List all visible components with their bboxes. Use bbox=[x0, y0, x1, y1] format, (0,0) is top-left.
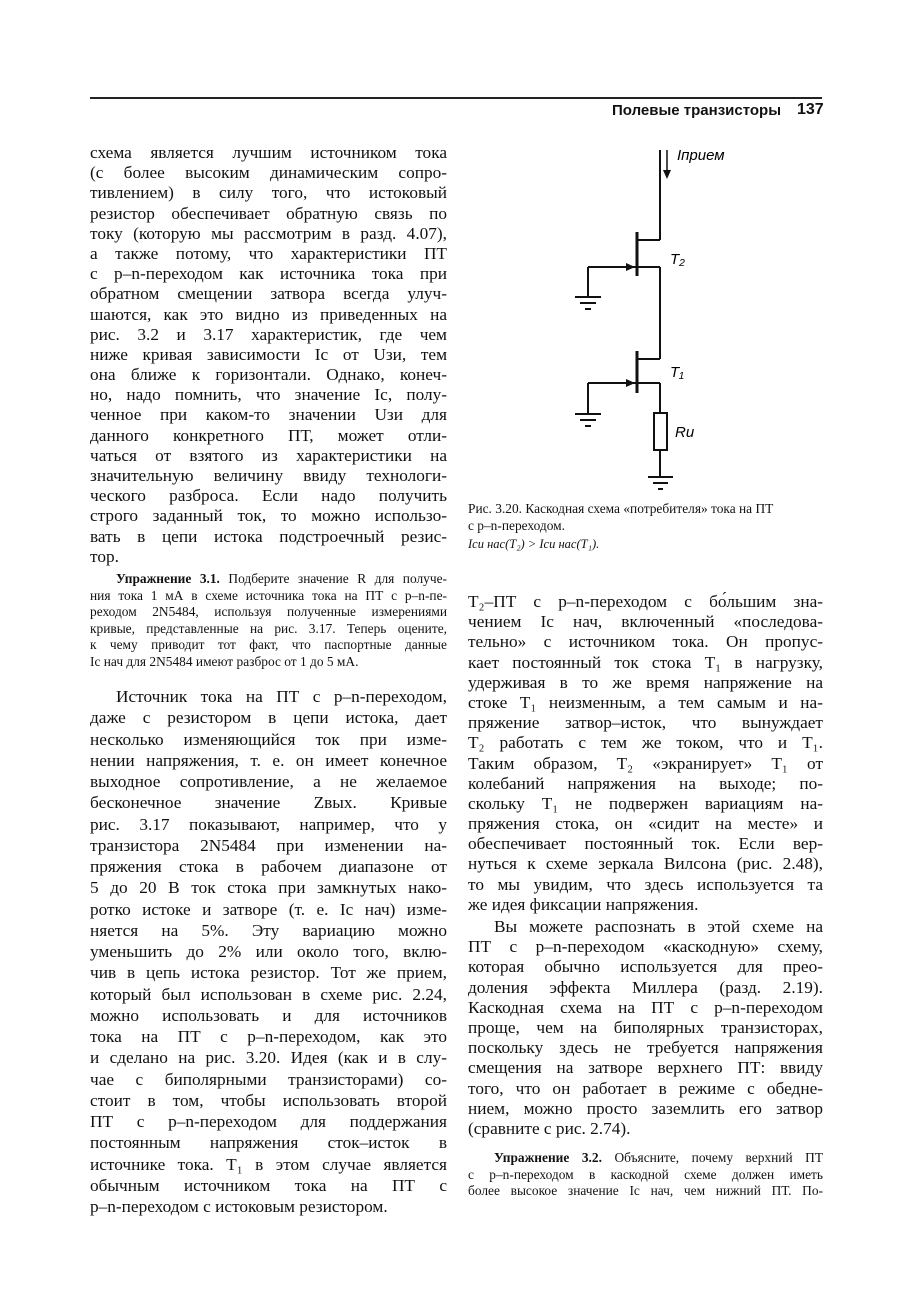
text-line: обычным источником тока на ПТ с bbox=[90, 1175, 447, 1195]
text-line: тока на ПТ с p–n-переходом, как это bbox=[90, 1027, 447, 1046]
text-line: выходное сопротивление, а не желаемое bbox=[90, 772, 447, 791]
t1-label: T₁ bbox=[670, 364, 684, 381]
text-line: более высокое значение Iс нач, чем нижний ПТ. По- bbox=[468, 1183, 823, 1199]
text-line: p–n-переходом с истоковым резистором. bbox=[90, 1197, 388, 1216]
text-line: к чему приводит тот факт, что паспортные данные bbox=[90, 637, 447, 653]
text-line: тельно» с источником тока. Он пропус- bbox=[468, 632, 823, 652]
text-line: Вы можете распознать в этой схеме на bbox=[494, 917, 823, 936]
exercise-text: Подберите значение R для получе- bbox=[228, 571, 447, 586]
right-paragraph-1 bbox=[468, 592, 823, 915]
text-line: а также потому, что характеристики ПТ bbox=[90, 243, 447, 263]
text-line: чением Iс нач, включенный «последова- bbox=[468, 612, 823, 632]
text-line: доления эффекта Миллера (разд. 2.19). bbox=[468, 977, 823, 997]
text-line: тивлением) в силу того, что истоковый bbox=[90, 183, 447, 203]
text-line: с p–n-переходом как источника тока при bbox=[90, 264, 447, 284]
text-line: скольку T₁ не подвержен вариациям на- bbox=[468, 793, 823, 813]
text-line: (сравните с рис. 2.74). bbox=[468, 1118, 631, 1138]
text-line: пряжения стока в рабочем диапазоне от bbox=[90, 857, 447, 876]
text-line: чаться от взятого из характеристики на bbox=[90, 445, 447, 465]
text-line: несколько изменяющийся ток при изме- bbox=[90, 729, 447, 749]
text-line: ния тока 1 мА в схеме источника тока на ПТ с p–n-пе- bbox=[90, 587, 447, 603]
text-line: поскольку здесь не требуется напряжения bbox=[468, 1038, 823, 1058]
text-line: кривые, представленные на рис. 3.17. Теперь оцените, bbox=[90, 620, 447, 636]
caption-line: Рис. 3.20. Каскодная схема «потребителя» тока на ПТ bbox=[468, 501, 774, 516]
text-line: рис. 3.17 показывают, например, что у bbox=[90, 814, 447, 834]
text-line: колебаний напряжения на выходе; по- bbox=[468, 773, 823, 793]
text-line: с p–n-переходом в каскодной схеме должен иметь bbox=[468, 1166, 823, 1182]
text-line: данного конкретного ПТ, может отли- bbox=[90, 425, 447, 445]
text-line: того, что он работает в режиме с обедне- bbox=[468, 1078, 823, 1098]
exercise-label: Упражнение 3.1. bbox=[116, 571, 220, 586]
text-line: значительную величину ввиду технологи- bbox=[90, 466, 447, 485]
text-line: ниже кривая зависимости Iс от Uзи, тем bbox=[90, 344, 447, 364]
text-line: резистор обеспечивает обратную связь по bbox=[90, 203, 447, 223]
text-line: ченное при каком-то значении Uзи для bbox=[90, 405, 447, 425]
text-line: T₂ работать с тем же током, что и T₁. bbox=[468, 733, 823, 753]
text-line: обратном смещении затвора всегда улуч- bbox=[90, 284, 447, 304]
text-line: стоке T₁ неизменным, а тем самым и на- bbox=[468, 692, 823, 712]
exercise-label: Упражнение 3.2. bbox=[494, 1150, 602, 1165]
text-line: ротко истоке и затворе (т. е. Iс нач) изме- bbox=[90, 899, 447, 919]
text-line: постоянным напряжения сток–исток в bbox=[90, 1133, 447, 1153]
caption-line: Iси нас(T₂) > Iси нас(T₁). bbox=[468, 537, 600, 551]
caption-line: с p–n-переходом. bbox=[468, 518, 565, 533]
text-line: пряжения стока, он «сидит на месте» и bbox=[468, 814, 823, 834]
text-line: чив в цепь истока резистор. Тот же прием, bbox=[90, 963, 447, 983]
text-line: 5 до 20 В ток стока при замкнутых нако- bbox=[90, 878, 447, 898]
text-line: кает постоянный ток стока T₁ в нагрузку, bbox=[468, 652, 823, 672]
text-line: шаются, как это видно из приведенных на bbox=[90, 304, 447, 324]
text-line: няется на 5%. Эту вариацию можно bbox=[90, 920, 447, 940]
text-line: ПТ с p–n-переходом «каскодную» схему, bbox=[468, 937, 823, 957]
text-line bbox=[468, 1150, 823, 1167]
text-line: току (которую мы рассмотрим в разд. 4.07), bbox=[90, 223, 447, 243]
text-line: нении напряжения, т. е. он имеет конечное bbox=[90, 750, 447, 770]
running-header-title: Полевые транзисторы bbox=[612, 102, 781, 119]
text-line: удерживая в то же время напряжение на bbox=[468, 672, 823, 692]
exercise-text: Объясните, почему верхний ПТ bbox=[614, 1150, 824, 1165]
text-line: обеспечивает постоянный ток. Если вер- bbox=[468, 834, 823, 854]
text-line: уменьшить до 2% или около того, вклю- bbox=[90, 942, 447, 961]
exercise-3-2 bbox=[468, 1150, 823, 1200]
text-line: реходом 2N5484, используя полученные измерениями bbox=[90, 604, 447, 620]
text-line: она ближе к горизонтали. Однако, конеч- bbox=[90, 365, 447, 385]
text-line: бесконечное значение Zвых. Кривые bbox=[90, 793, 447, 813]
text-line: ПТ с p–n-переходом для поддержания bbox=[90, 1112, 447, 1131]
text-line: источнике тока. T₁ в этом случае является bbox=[90, 1154, 447, 1174]
text-line: смещения на затворе верхнего ПТ: ввиду bbox=[468, 1058, 823, 1078]
text-line: же идея фиксации напряжения. bbox=[468, 894, 699, 914]
right-paragraph-2 bbox=[468, 917, 823, 1139]
text-line: даже с резистором в цепи истока, дает bbox=[90, 708, 447, 728]
text-line: который был использован в схеме рис. 2.24, bbox=[90, 984, 447, 1004]
text-line: нием, можно просто заземлить его затвор bbox=[468, 1098, 823, 1118]
text-line: пряжение затвор–исток, что вынуждает bbox=[468, 713, 823, 733]
current-label: Iприем bbox=[677, 147, 725, 164]
page-number: 137 bbox=[797, 101, 824, 118]
text-line: и сделано на рис. 3.20. Идея (как и в слу- bbox=[90, 1048, 447, 1068]
text-line: нуться к схеме зеркала Вилсона (рис. 2.48), bbox=[468, 854, 823, 874]
text-line: транзистора 2N5484 при изменении на- bbox=[90, 835, 447, 855]
text-line: рис. 3.2 и 3.17 характеристик, где чем bbox=[90, 324, 447, 344]
text-line: T₂–ПТ с p–n-переходом с бо́льшим зна- bbox=[468, 592, 823, 611]
text-line: вать в цепи истока подстроечный резис- bbox=[90, 526, 447, 546]
text-line: (с более высоким динамическим сопро- bbox=[90, 163, 447, 183]
text-line: строго заданный ток, то можно использо- bbox=[90, 506, 447, 526]
text-line: но, надо помнить, что значение Iс, полу- bbox=[90, 385, 447, 405]
text-line: ческого разброса. Если надо получить bbox=[90, 486, 447, 506]
resistor-label: Rи bbox=[675, 424, 695, 441]
text-line: проще, чем на биполярных транзисторах, bbox=[468, 1017, 823, 1037]
text-line: можно использовать и для источников bbox=[90, 1005, 447, 1025]
t2-label: T₂ bbox=[670, 251, 685, 268]
text-line: Таким образом, T₂ «экранирует» T₁ от bbox=[468, 753, 823, 773]
text-line: стоит в том, чтобы использовать второй bbox=[90, 1090, 447, 1110]
text-line: которая обычно используется для прео- bbox=[468, 957, 823, 977]
text-line: Iс нач для 2N5484 имеют разброс от 1 до 5 мА. bbox=[90, 653, 359, 669]
text-line: Источник тока на ПТ с p–n-переходом, bbox=[116, 687, 447, 706]
text-line: то мы увидим, что здесь используется та bbox=[468, 874, 823, 894]
figure-caption bbox=[468, 500, 823, 553]
text-line: тор. bbox=[90, 546, 119, 566]
text-line: Каскодная схема на ПТ с p–n-переходом bbox=[468, 997, 823, 1017]
text-line: чае с биполярными транзисторами) со- bbox=[90, 1069, 447, 1089]
text-line: схема является лучшим источником тока bbox=[90, 143, 447, 162]
